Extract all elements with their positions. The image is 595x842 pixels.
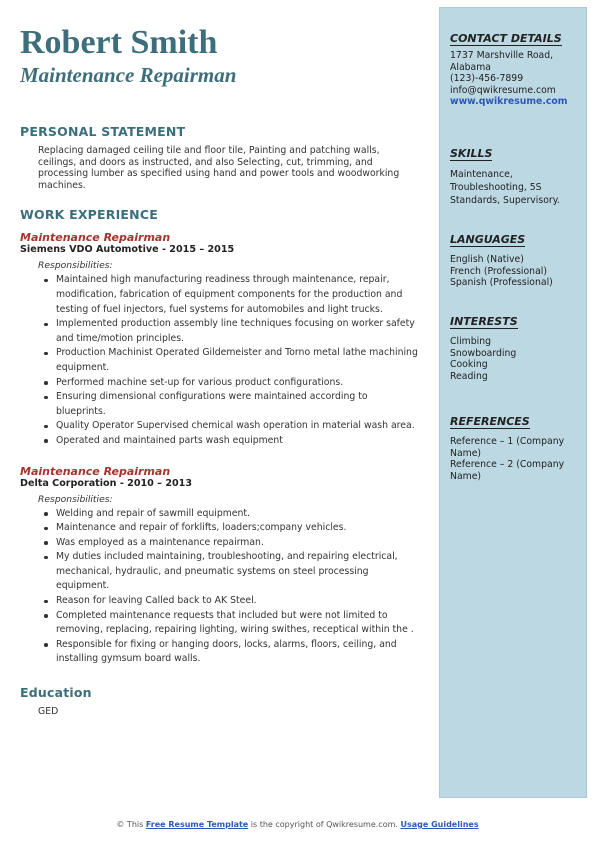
list-item: Completed maintenance requests that included but were not limited to removing, replacing, repairing lighting, wiring swithes, receptical within the .	[56, 609, 420, 638]
candidate-name: Robert Smith	[20, 24, 218, 61]
languages-heading: LANGUAGES	[450, 233, 526, 246]
phone: (123)-456-7899	[450, 73, 524, 85]
free-resume-template-link[interactable]: Free Resume Template	[145, 820, 249, 829]
skills-section	[450, 147, 580, 207]
references-heading: REFERENCES	[450, 415, 530, 428]
skills-heading: SKILLS	[450, 147, 493, 160]
list-item: Maintenance and repair of forklifts, loaders;company vehicles.	[56, 521, 420, 536]
address-line-2: Alabama	[450, 61, 491, 73]
job-title: Maintenance Repairman	[20, 464, 171, 478]
personal-statement-text: Replacing damaged ceiling tile and floor tile, Painting and patching walls, ceilings, and doors as instructed, and also Selecting, cut, trimming, and processing lumber as specified using hand and power tools and woodworking machines.	[38, 145, 400, 191]
list-item: Welding and repair of sawmill equipment.	[56, 507, 420, 522]
list-item: French (Professional)	[450, 265, 547, 277]
list-item: English (Native)	[450, 254, 524, 265]
contact-section	[450, 32, 580, 108]
education-heading: Education	[20, 685, 92, 701]
list-item: Production Machinist Operated Gildemeister and Torno metal lathe machining equipment.	[56, 346, 420, 375]
interests-section	[450, 315, 580, 382]
list-item: Maintained high manufacturing readiness through maintenance, repair, modification, fabrication of equipment components for the production and testing of fuel injectors, fuel systems for automobiles and light trucks.	[56, 273, 420, 317]
list-item: Was employed as a maintenance repairman.	[56, 536, 420, 551]
footer-prefix: © This	[116, 820, 146, 829]
list-item: Snowboarding	[450, 347, 517, 359]
responsibility-list	[20, 273, 420, 448]
references-section	[450, 415, 580, 482]
list-item: Performed machine set-up for various product configurations.	[56, 376, 420, 391]
list-item: Spanish (Professional)	[450, 277, 553, 289]
list-item: My duties included maintaining, troubleshooting, and repairing electrical, mechanical, hydraulic, and pneumatic systems on steel processing equipment.	[56, 550, 420, 594]
list-item: Climbing	[450, 336, 491, 347]
work-experience-heading: WORK EXPERIENCE	[20, 207, 158, 223]
list-item: Reading	[450, 370, 488, 382]
job-company: Delta Corporation - 2010 – 2013	[20, 477, 193, 489]
footer-middle: is the copyright of Qwikresume.com.	[248, 820, 401, 829]
website-link[interactable]: www.qwikresume.com	[450, 96, 568, 108]
list-item: Implemented production assembly line techniques focusing on worker safety and time/motion principles.	[56, 317, 420, 346]
personal-statement-heading: PERSONAL STATEMENT	[20, 124, 186, 139]
sidebar	[439, 7, 587, 798]
list-item: Quality Operator Supervised chemical wash operation in material wash area.	[56, 419, 420, 434]
candidate-title: Maintenance Repairman	[20, 63, 237, 87]
job-entry	[20, 465, 420, 668]
list-item: Reference – 2 (Company Name)	[450, 459, 565, 482]
responsibility-list	[20, 507, 420, 668]
address-line-1: 1737 Marshville Road,	[450, 50, 554, 61]
education-text: GED	[38, 706, 59, 718]
main-column	[20, 24, 420, 718]
skills-text: Maintenance, Troubleshooting, 5S Standards, Supervisory.	[450, 169, 560, 206]
list-item: Responsible for fixing or hanging doors, locks, alarms, floors, ceiling, and installing gymsum board walls.	[56, 638, 420, 667]
list-item: Cooking	[450, 359, 488, 371]
responsibilities-label: Responsibilities:	[38, 493, 113, 505]
job-company: Siemens VDO Automotive - 2015 – 2015	[20, 244, 235, 256]
email[interactable]: info@qwikresume.com	[450, 84, 556, 96]
interests-heading: INTERESTS	[450, 315, 518, 328]
job-entry	[20, 231, 420, 448]
responsibilities-label: Responsibilities:	[38, 260, 113, 272]
languages-section	[450, 233, 580, 289]
usage-guidelines-link[interactable]: Usage Guidelines	[400, 820, 479, 829]
contact-heading: CONTACT DETAILS	[450, 32, 562, 45]
list-item: Reason for leaving Called back to AK Steel.	[56, 594, 420, 609]
list-item: Reference – 1 (Company Name)	[450, 436, 565, 459]
footer	[0, 820, 595, 829]
job-title: Maintenance Repairman	[20, 231, 171, 245]
list-item: Ensuring dimensional configurations were maintained according to blueprints.	[56, 390, 420, 419]
list-item: Operated and maintained parts wash equipment	[56, 434, 420, 449]
